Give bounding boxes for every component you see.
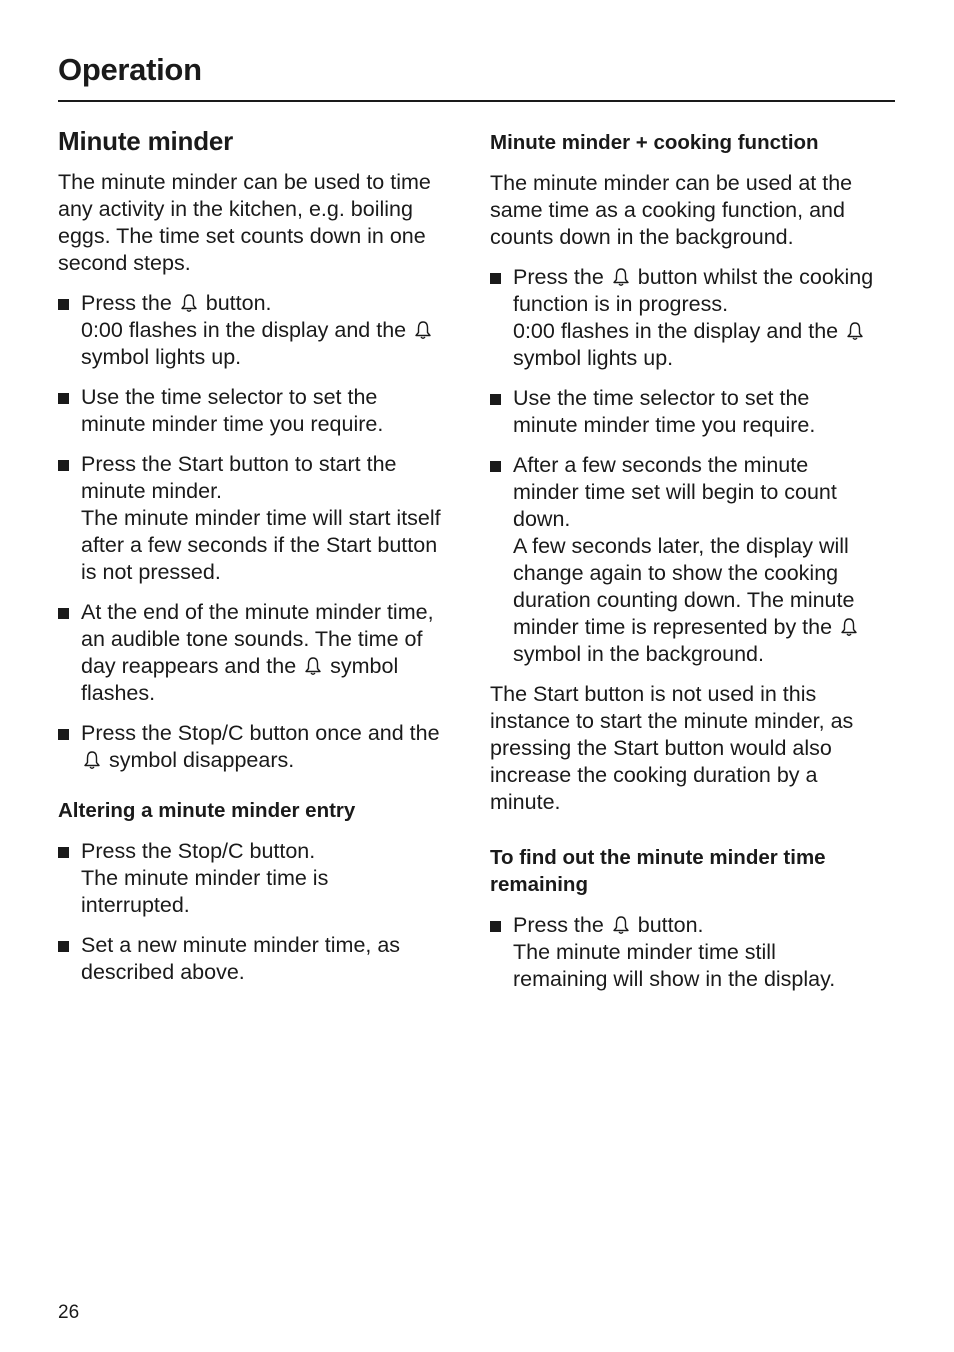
list-item: Press the Stop/C button. The minute minder time is interrupted. (58, 838, 468, 919)
bell-icon (612, 267, 630, 287)
list-item: Press the button. 0:00 flashes in the display and the symbol lights up. (58, 290, 468, 371)
bell-icon (612, 915, 630, 935)
list-item: Press the Start button to start the minute minder. The minute minder time will start itself after a few seconds if the Start button is not pressed. (58, 451, 468, 586)
bell-icon (180, 293, 198, 313)
page-title: Operation (58, 52, 202, 87)
list-item: Use the time selector to set the minute minder time you require. (58, 384, 468, 438)
bullet-square-icon (58, 299, 69, 310)
section-heading-minute-minder: Minute minder (58, 126, 234, 156)
list-item: Press the button. The minute minder time still remaining will show in the display. (490, 912, 900, 993)
left-column (58, 124, 468, 999)
remaining-instruction-list (490, 912, 900, 993)
bullet-square-icon (58, 847, 69, 858)
bell-icon (846, 321, 864, 341)
list-item: Press the Stop/C button once and the symbol disappears. (58, 720, 468, 774)
bullet-square-icon (58, 608, 69, 619)
list-item: Press the button whilst the cooking function is in progress. 0:00 flashes in the display and the symbol lights up. (490, 264, 900, 372)
bullet-square-icon (58, 941, 69, 952)
list-item: Set a new minute minder time, as described above. (58, 932, 468, 986)
cooking-intro-paragraph: The minute minder can be used at the same time as a cooking function, and counts down in the background. (490, 171, 853, 249)
instruction-list (58, 290, 468, 774)
list-item: At the end of the minute minder time, an audible tone sounds. The time of day reappears and the symbol flashes. (58, 599, 468, 707)
bullet-square-icon (490, 273, 501, 284)
page-number: 26 (58, 1302, 80, 1323)
bell-icon (304, 656, 322, 676)
list-item: After a few seconds the minute minder time set will begin to count down. A few seconds later, the display will change again to show the cooking duration counting down. The minute minder time is represented by the symbol in the background. (490, 452, 900, 668)
bell-icon (414, 320, 432, 340)
bullet-square-icon (490, 921, 501, 932)
bullet-square-icon (58, 729, 69, 740)
start-button-note: The Start button is not used in this instance to start the minute minder, as pressing the Start button would also increase the cooking duration by a minute. (490, 682, 854, 814)
bullet-square-icon (58, 393, 69, 404)
section-heading-cooking-function: Minute minder + cooking function (490, 131, 819, 154)
sub-heading-altering-entry: Altering a minute minder entry (58, 799, 356, 822)
altering-instruction-list (58, 838, 468, 986)
sub-heading-time-remaining: To find out the minute minder time remaining (490, 846, 826, 896)
bullet-square-icon (490, 394, 501, 405)
list-item: Use the time selector to set the minute minder time you require. (490, 385, 900, 439)
intro-paragraph: The minute minder can be used to time any activity in the kitchen, e.g. boiling eggs. The time set counts down in one second steps. (58, 170, 431, 275)
bullet-square-icon (490, 461, 501, 472)
right-column (490, 124, 900, 1006)
bullet-square-icon (58, 460, 69, 471)
header-divider (58, 100, 895, 102)
cooking-instruction-list (490, 264, 900, 668)
bell-icon (840, 617, 858, 637)
bell-icon (83, 750, 101, 770)
